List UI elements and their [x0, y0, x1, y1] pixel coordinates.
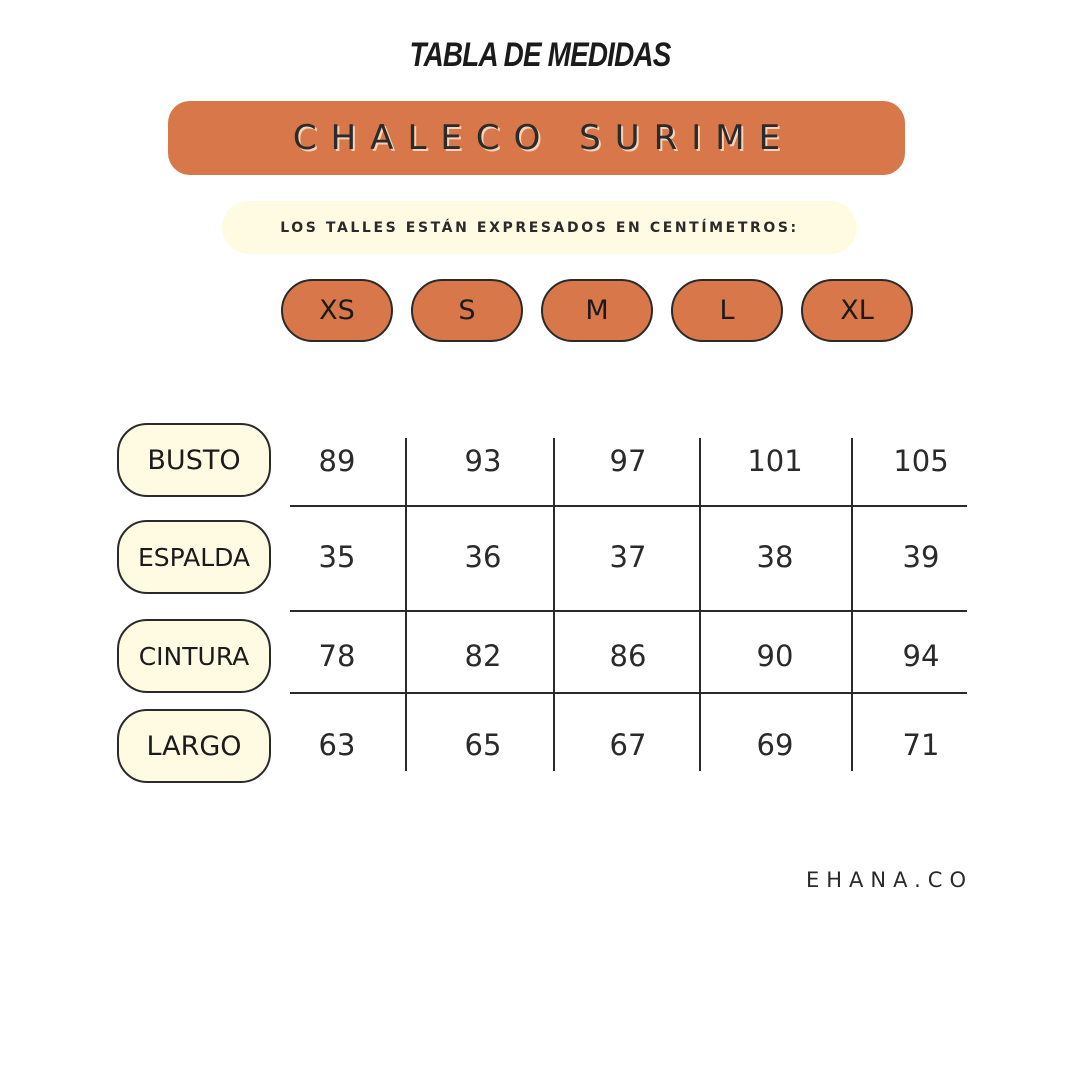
grid-line-vertical [405, 438, 407, 771]
product-name: CHALECO SURIME [292, 118, 795, 158]
table-cell: 63 [318, 728, 356, 762]
row-label-busto: BUSTO [117, 423, 271, 497]
table-cell: 37 [609, 540, 647, 574]
size-header-xs: XS [281, 279, 393, 342]
table-cell: 105 [893, 444, 949, 478]
grid-line-horizontal [290, 610, 967, 612]
size-header-xl: XL [801, 279, 913, 342]
size-header-m: M [541, 279, 653, 342]
page-title: TABLA DE MEDIDAS [409, 36, 671, 74]
table-cell: 90 [756, 639, 794, 673]
grid-line-vertical [553, 438, 555, 771]
table-cell: 71 [902, 728, 940, 762]
grid-line-horizontal [290, 505, 967, 507]
table-cell: 97 [609, 444, 647, 478]
row-label-largo: LARGO [117, 709, 271, 783]
table-cell: 101 [747, 444, 803, 478]
table-cell: 36 [464, 540, 502, 574]
size-header-l: L [671, 279, 783, 342]
table-cell: 89 [318, 444, 356, 478]
table-cell: 69 [756, 728, 794, 762]
table-cell: 38 [756, 540, 794, 574]
table-cell: 78 [318, 639, 356, 673]
units-note-text: LOS TALLES ESTÁN EXPRESADOS EN CENTÍMETROS: [280, 219, 799, 236]
table-cell: 67 [609, 728, 647, 762]
table-cell: 93 [464, 444, 502, 478]
grid-line-vertical [699, 438, 701, 771]
table-cell: 65 [464, 728, 502, 762]
table-cell: 82 [464, 639, 502, 673]
grid-line-horizontal [290, 692, 967, 694]
size-header-s: S [411, 279, 523, 342]
product-banner [168, 101, 905, 175]
table-cell: 39 [902, 540, 940, 574]
units-note [222, 201, 857, 254]
table-cell: 35 [318, 540, 356, 574]
brand-footer: EHANA.CO [806, 868, 973, 892]
row-label-cintura: CINTURA [117, 619, 271, 693]
table-cell: 94 [902, 639, 940, 673]
grid-line-vertical [851, 438, 853, 771]
row-label-espalda: ESPALDA [117, 520, 271, 594]
table-cell: 86 [609, 639, 647, 673]
